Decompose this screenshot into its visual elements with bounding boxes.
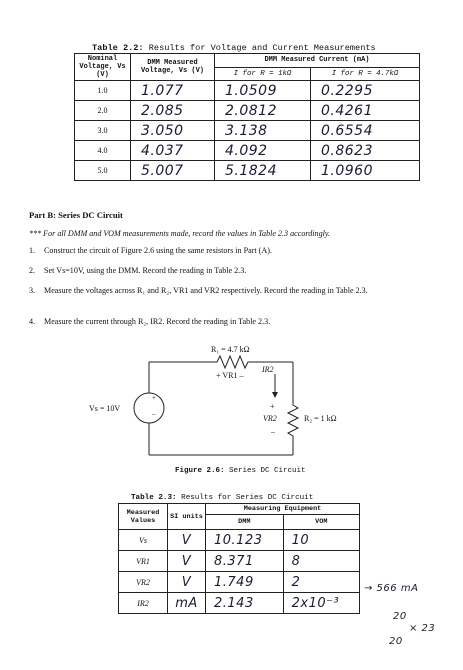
step-number: 2. — [29, 266, 36, 275]
step-number: 4. — [29, 317, 36, 326]
table-row — [119, 572, 360, 593]
table-row — [119, 593, 360, 614]
voltage-cell: 2.085 — [131, 101, 215, 121]
unit-cell: mA — [168, 593, 206, 614]
current-47k-cell: 1.0960 — [311, 161, 420, 181]
figure-caption: Figure 2.6: Series DC Circuit — [175, 467, 306, 475]
current-1k-cell: 5.1824 — [215, 161, 311, 181]
nominal-cell: 1.0 — [75, 81, 131, 101]
vr2-minus: – — [271, 427, 275, 436]
step-text: Measure the current through R₂, IR2. Record the reading in Table 2.3. — [44, 317, 271, 326]
table22-caption: Table 2.2: Results for Voltage and Current Measurements — [92, 43, 376, 53]
dmm-cell: 2.143 — [206, 593, 284, 614]
current-1k-cell: 4.092 — [215, 141, 311, 161]
step-text: Set Vs=10V, using the DMM. Record the reading in Table 2.3. — [44, 266, 247, 275]
table23 — [118, 503, 360, 614]
voltage-cell: 5.007 — [131, 161, 215, 181]
current-47k-cell: 0.6554 — [311, 121, 420, 141]
vs-label: Vs = 10V — [89, 404, 121, 413]
table23-caption: Table 2.3: Results for Series DC Circuit — [131, 494, 314, 502]
voltage-cell: 1.077 — [131, 81, 215, 101]
voltage-source — [134, 393, 164, 423]
step-text: Measure the voltages across R₁ and R₂, VR1 and VR2 respectively. Record the reading in Table 2.3. — [44, 286, 368, 295]
voltage-cell: 4.037 — [131, 141, 215, 161]
source-plus: + — [152, 394, 156, 402]
step-number: 1. — [29, 246, 36, 255]
nominal-cell: 4.0 — [75, 141, 131, 161]
r2-label: R₂ = 1 kΩ — [304, 414, 337, 423]
step-number: 3. — [29, 286, 36, 295]
r1-label: R₁ = 4.7 kΩ — [211, 345, 250, 354]
dmm-cell: 10.123 — [206, 530, 284, 551]
table23-col-equipment: Measuring Equipment — [206, 504, 360, 515]
margin-note: 20 — [393, 611, 407, 622]
vom-cell: 10 — [283, 530, 359, 551]
table23-sub-vom: VOM — [283, 515, 359, 530]
table23-col-units: SI units — [168, 504, 206, 530]
table-row — [119, 551, 360, 572]
section-heading: Part B: Series DC Circuit — [29, 210, 123, 220]
unit-cell: V — [168, 530, 206, 551]
measured-symbol-cell: VR2 — [119, 572, 168, 593]
measured-symbol-cell: VR1 — [119, 551, 168, 572]
vr1-label: + VR1 – — [216, 371, 244, 380]
nominal-cell: 3.0 — [75, 121, 131, 141]
table23-col-measured: Measured Values — [119, 504, 168, 530]
table22-col-voltage: DMM Measured Voltage, Vs (V) — [131, 54, 215, 81]
step-text: Construct the circuit of Figure 2.6 using the same resistors in Part (A). — [44, 246, 272, 255]
current-1k-cell: 1.0509 — [215, 81, 311, 101]
current-47k-cell: 0.8623 — [311, 141, 420, 161]
dmm-cell: 1.749 — [206, 572, 284, 593]
right-wire — [288, 362, 298, 455]
ir2-label: IR2 — [262, 365, 274, 374]
vr2-plus: + — [270, 402, 275, 411]
current-47k-cell: 0.2295 — [311, 81, 420, 101]
unit-cell: V — [168, 572, 206, 593]
nominal-cell: 2.0 — [75, 101, 131, 121]
measured-symbol-cell: IR2 — [119, 593, 168, 614]
vom-cell: 2x10⁻³ — [283, 593, 359, 614]
table22-col-nominal: Nominal Voltage, Vs (V) — [75, 54, 131, 81]
unit-cell: V — [168, 551, 206, 572]
vom-cell: 8 — [283, 551, 359, 572]
current-1k-cell: 3.138 — [215, 121, 311, 141]
nominal-cell: 5.0 — [75, 161, 131, 181]
table22-sub-47k: I for R = 4.7kΩ — [311, 67, 420, 81]
table22-sub-1k: I for R = 1kΩ — [215, 67, 311, 81]
current-1k-cell: 2.0812 — [215, 101, 311, 121]
section-note: *** For all DMM and VOM measurements made, record the values in Table 2.3 accordingly. — [29, 229, 331, 238]
dmm-cell: 8.371 — [206, 551, 284, 572]
margin-note: × 23 — [409, 623, 436, 634]
margin-note: 20 — [389, 636, 403, 647]
vom-cell: 2 — [283, 572, 359, 593]
voltage-cell: 3.050 — [131, 121, 215, 141]
source-minus: – — [152, 410, 156, 418]
margin-note: → 566 mA — [364, 583, 419, 594]
measured-symbol-cell: Vs — [119, 530, 168, 551]
current-47k-cell: 0.4261 — [311, 101, 420, 121]
table22-col-current: DMM Measured Current (mA) — [215, 54, 420, 68]
current-arrowhead — [272, 392, 278, 398]
table-row — [119, 530, 360, 551]
table23-sub-dmm: DMM — [206, 515, 284, 530]
vr2-label: VR2 — [263, 414, 277, 423]
